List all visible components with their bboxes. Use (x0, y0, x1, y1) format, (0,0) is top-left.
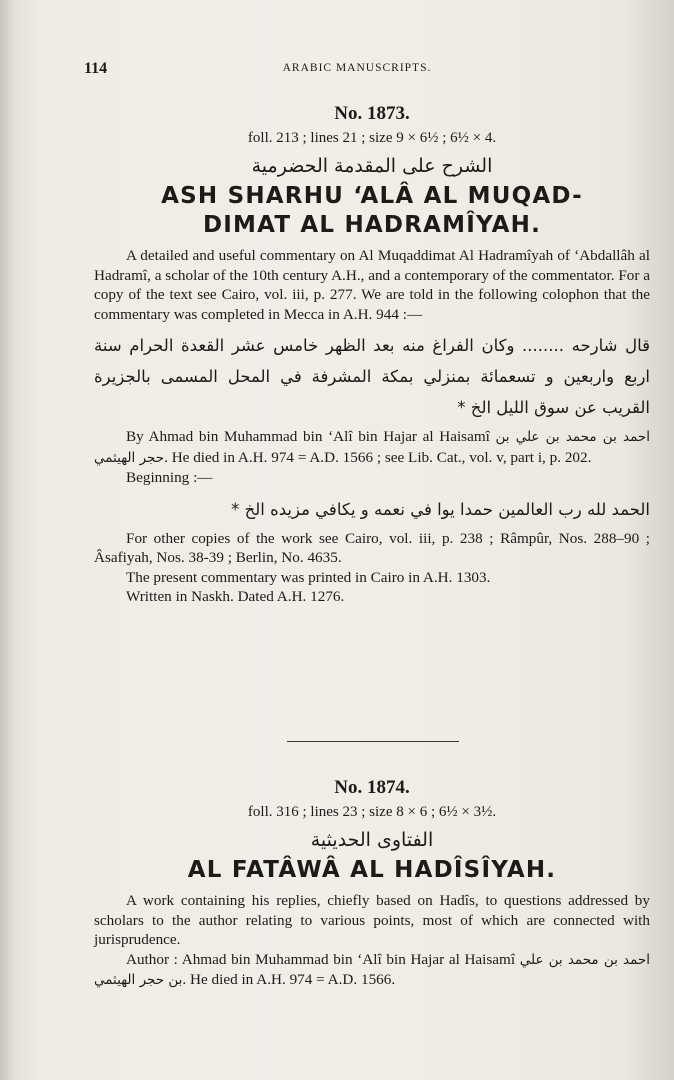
entry-title-line-2: DIMAT AL HADRAMÎYAH. (202, 212, 542, 238)
entry-title: AL FATÂWÂ AL HADÎSÎYAH. (187, 857, 557, 883)
author-arabic: احمد بن محمد بن علي بن حجر الهيثمي (94, 951, 650, 988)
author-death: . He died in A.H. 974 = A.D. 1566 ; see Lib. Cat., vol. v, part i, p. 202. (164, 448, 592, 466)
arabic-title: الفتاوى الحديثية (310, 829, 434, 851)
author-text: By Ahmad bin Muhammad bin ‘Alî bin Hajar al Haisamî (126, 428, 490, 445)
entry-title-line-1: ASH SHARHU ‘ALÂ AL MUQAD- (161, 183, 583, 209)
colophon-arabic: قال شارحه ........ وكان الفراغ منه بعد الظهر خامس عشر القعدة الحرام سنة اربع واربعين و تسعمائة بمنزلي بمكة المشرفة في المحل المسمى بالجزيرة القريب عن سوق الليل الخ * (94, 336, 650, 417)
written-note: Written in Naskh. Dated A.H. 1276. (126, 588, 345, 605)
entry-number: No. 1873. (334, 103, 410, 124)
running-head: ARABIC MANUSCRIPTS. (282, 62, 432, 74)
beginning-arabic: الحمد لله رب العالمين حمدا يوا في نعمه و يكافي مزيده الخ * (231, 499, 650, 519)
author-paragraph (94, 950, 650, 991)
page-number: 114 (84, 60, 108, 77)
beginning-label: Beginning :— (126, 469, 213, 486)
author-paragraph (94, 427, 650, 468)
entry-title (94, 182, 650, 240)
author-death: . He died in A.H. 974 = A.D. 1566. (182, 971, 396, 988)
page-header (84, 60, 630, 82)
entry-number: No. 1874. (334, 777, 410, 798)
other-copies: For other copies of the work see Cairo, vol. iii, p. 238 ; Râmpûr, Nos. 288–90 ; Âsafiyah, Nos. 38-39 ; Berlin, No. 4635. (94, 529, 650, 566)
entry-description: A detailed and useful commentary on Al Muqaddimat Al Hadramîyah of ‘Abdallâh al Hadramî, a scholar of the 10th century A.H., and a contemporary of the commentator. For a copy of the text see Cairo, vol. iii, p. 277. We are told in the following colophon that the commentary was completed in Mecca in A.H. 944 :— (94, 247, 650, 323)
entry-1873 (94, 102, 650, 607)
entry-meta: foll. 316 ; lines 23 ; size 8 × 6 ; 6½ × 3½. (247, 804, 497, 820)
author-text: Author : Ahmad bin Muhammad bin ‘Alî bin Hajar al Haisamî (126, 950, 516, 968)
page-fold-shadow (0, 0, 14, 1080)
arabic-title: الشرح على المقدمة الحضرمية (251, 155, 493, 177)
entry-description: A work containing his replies, chiefly based on Hadîs, to questions addressed by scholars to the author relating to various points, most of which are connected with jurisprudence. (94, 892, 650, 948)
printed-note: The present commentary was printed in Cairo in A.H. 1303. (126, 568, 491, 586)
entry-1874 (94, 776, 650, 991)
entry-meta: foll. 213 ; lines 21 ; size 9 × 6½ ; 6½ × 4. (247, 130, 497, 146)
author-arabic: احمد بن محمد بن علي بن حجر الهيثمي (94, 429, 650, 466)
section-divider (287, 741, 459, 742)
